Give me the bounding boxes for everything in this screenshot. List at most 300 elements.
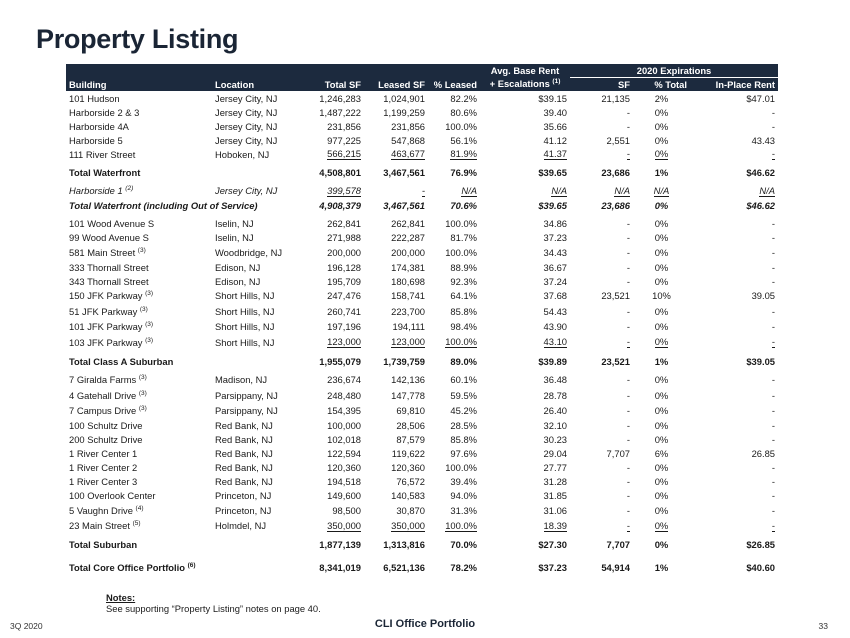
cell-location — [212, 518, 304, 534]
cell-building-text: Harborside 4A — [69, 120, 129, 132]
cell-avg-rent — [480, 119, 570, 133]
cell-exp-sf — [570, 274, 633, 288]
header-spacer — [66, 64, 212, 77]
cell-leased-sf — [364, 274, 428, 288]
cell-exp-pct-text: N/A — [653, 184, 670, 196]
cell-location-text: Jersey City, NJ — [215, 134, 278, 146]
cell-leased-sf-text: 140,583 — [391, 490, 425, 501]
cell-avg-rent-text: $39.65 — [538, 200, 567, 211]
cell-exp-sf — [570, 447, 633, 461]
cell-exp-pct — [633, 461, 690, 475]
cell-exp-sf-text: - — [626, 490, 630, 501]
cell-leased-sf-text: 174,381 — [391, 261, 425, 273]
cell-exp-pct-text: 0% — [654, 374, 669, 386]
cell-exp-pct-text: 10% — [652, 290, 671, 302]
cell-in-place-rent — [690, 165, 778, 179]
cell-building — [66, 433, 212, 447]
cell-building — [66, 319, 212, 335]
cell-exp-sf — [570, 475, 633, 489]
cell-in-place-rent-text: 26.85 — [751, 448, 776, 459]
cell-exp-sf-text: 54,914 — [601, 561, 630, 573]
cell-total-sf-text: 200,000 — [327, 246, 361, 258]
cell-exp-pct — [633, 133, 690, 147]
cell-pct-leased — [428, 335, 480, 351]
cell-total-sf-text: 247,476 — [327, 290, 361, 302]
cell-exp-sf-text: - — [626, 476, 630, 487]
cell-building-text: Total Waterfront (including Out of Service) — [69, 200, 258, 211]
cell-total-sf — [304, 274, 364, 288]
cell-avg-rent-text: $37.23 — [538, 561, 567, 573]
table-header — [66, 64, 778, 91]
cell-leased-sf — [364, 354, 428, 368]
cell-avg-rent-text: $39.65 — [538, 166, 567, 178]
cell-building-text: 150 JFK Parkway — [69, 290, 143, 302]
cell-in-place-rent-text: - — [771, 246, 776, 258]
cell-leased-sf — [364, 217, 428, 231]
cell-leased-sf — [364, 245, 428, 261]
cell-pct-leased — [428, 372, 480, 388]
cell-exp-sf-text: - — [626, 305, 630, 317]
cell-total-sf — [304, 133, 364, 147]
cell-in-place-rent-text: - — [771, 321, 776, 333]
cell-total-sf-text: 154,395 — [327, 405, 361, 417]
cell-avg-rent — [480, 165, 570, 179]
cell-building-text: 101 Hudson — [69, 92, 120, 104]
cell-leased-sf-text: 1,199,259 — [383, 106, 425, 118]
cell-in-place-rent — [690, 260, 778, 274]
cell-building — [66, 288, 212, 304]
cell-location-text: Short Hills, NJ — [215, 305, 275, 317]
cell-avg-rent-text: $39.15 — [538, 92, 567, 104]
cell-exp-sf — [570, 419, 633, 433]
cell-building — [66, 388, 212, 404]
header-in-place-rent: In-Place Rent — [690, 77, 778, 91]
cell-exp-pct — [633, 165, 690, 179]
cell-in-place-rent — [690, 354, 778, 368]
cell-total-sf-text: 231,856 — [327, 120, 361, 132]
cell-location — [212, 133, 304, 147]
cell-leased-sf-text: 6,521,136 — [383, 561, 425, 573]
total-row — [66, 560, 778, 576]
cell-pct-leased-text: 76.9% — [450, 166, 477, 178]
cell-avg-rent-text: 37.24 — [543, 275, 567, 287]
cell-pct-leased — [428, 461, 480, 475]
header-building: Building — [66, 77, 212, 91]
cell-building-text: 581 Main Street — [69, 246, 136, 258]
notes-heading: Notes: — [106, 592, 136, 603]
cell-building-text: 200 Schultz Drive — [69, 434, 143, 445]
cell-in-place-rent — [690, 91, 778, 105]
cell-exp-sf-text: - — [626, 321, 630, 333]
cell-avg-rent-text: 37.23 — [543, 232, 567, 243]
cell-exp-sf — [570, 319, 633, 335]
page-title: Property Listing — [36, 24, 239, 54]
cell-location-text: Parsippany, NJ — [215, 389, 278, 401]
cell-building-text: 103 JFK Parkway — [69, 336, 143, 348]
cell-pct-leased — [428, 560, 480, 576]
cell-in-place-rent-text: - — [771, 218, 776, 229]
cell-avg-rent — [480, 288, 570, 304]
cell-location-text: Princeton, NJ — [215, 504, 272, 516]
cell-total-sf-text: 1,246,283 — [319, 92, 361, 104]
cell-total-sf-text: 271,988 — [327, 232, 361, 243]
cell-total-sf-text: 248,480 — [327, 389, 361, 401]
cell-avg-rent — [480, 217, 570, 231]
cell-in-place-rent — [690, 372, 778, 388]
cell-pct-leased — [428, 288, 480, 304]
cell-total-sf — [304, 433, 364, 447]
cell-leased-sf-text: 3,467,561 — [383, 166, 425, 178]
cell-pct-leased-text: 97.6% — [450, 448, 477, 459]
cell-pct-leased — [428, 105, 480, 119]
cell-leased-sf — [364, 447, 428, 461]
cell-exp-pct-text: 0% — [654, 218, 669, 229]
cell-exp-pct-text: 0% — [654, 305, 669, 317]
cell-total-sf — [304, 475, 364, 489]
cell-avg-rent — [480, 489, 570, 503]
footnote-marker: (3) — [137, 246, 146, 254]
cell-leased-sf-text: 1,739,759 — [383, 355, 425, 367]
cell-exp-sf-text: - — [626, 148, 630, 159]
cell-exp-pct-text: 0% — [654, 106, 669, 118]
cell-in-place-rent-text: - — [771, 462, 776, 473]
cell-building — [66, 461, 212, 475]
cell-pct-leased-text: 98.4% — [450, 321, 477, 333]
cell-in-place-rent-text: $26.85 — [746, 539, 776, 550]
footnote-marker: (3) — [138, 389, 147, 397]
cell-in-place-rent — [690, 304, 778, 320]
cell-avg-rent-text: 41.12 — [543, 134, 567, 146]
cell-pct-leased — [428, 447, 480, 461]
cell-avg-rent-text: 31.28 — [543, 476, 567, 487]
table-row — [66, 260, 778, 274]
cell-pct-leased — [428, 260, 480, 274]
cell-location-text: Short Hills, NJ — [215, 321, 275, 333]
cell-in-place-rent — [690, 183, 778, 199]
cell-leased-sf — [364, 288, 428, 304]
footnote-marker: (3) — [138, 405, 147, 413]
cell-in-place-rent-text: - — [771, 275, 776, 287]
cell-in-place-rent-text: - — [771, 374, 776, 386]
cell-total-sf-text: 399,578 — [327, 184, 361, 196]
cell-leased-sf-text: 147,778 — [391, 389, 425, 401]
cell-pct-leased-text: 85.8% — [450, 434, 477, 445]
cell-exp-sf-text: 23,686 — [601, 200, 630, 211]
cell-avg-rent-text: 36.48 — [543, 374, 567, 386]
cell-location — [212, 447, 304, 461]
cell-building — [66, 217, 212, 231]
cell-avg-rent — [480, 503, 570, 519]
cell-location-text: Jersey City, NJ — [215, 185, 278, 197]
cell-leased-sf-text: 3,467,561 — [383, 200, 425, 211]
cell-total-sf — [304, 503, 364, 519]
cell-location-text: Madison, NJ — [215, 374, 268, 386]
cell-leased-sf — [364, 147, 428, 161]
cell-total-sf — [304, 447, 364, 461]
cell-pct-leased-text: 59.5% — [450, 389, 477, 401]
table-row — [66, 304, 778, 320]
cell-avg-rent — [480, 183, 570, 199]
cell-exp-sf-text: 7,707 — [606, 448, 630, 459]
cell-location-text: Short Hills, NJ — [215, 336, 275, 348]
cell-in-place-rent-text: 39.05 — [751, 290, 776, 302]
footnote-marker: (3) — [138, 374, 147, 382]
cell-in-place-rent-text: 43.43 — [751, 134, 776, 146]
cell-building — [66, 147, 212, 161]
cell-exp-sf-text: - — [626, 389, 630, 401]
cell-avg-rent-text: $27.30 — [538, 539, 567, 550]
cell-pct-leased-text: 70.0% — [450, 539, 477, 550]
cell-avg-rent — [480, 133, 570, 147]
cell-exp-pct-text: 0% — [654, 200, 669, 211]
cell-exp-sf — [570, 260, 633, 274]
footnote-marker: (2) — [125, 185, 134, 193]
cell-leased-sf — [364, 335, 428, 351]
cell-pct-leased-text: 81.7% — [450, 232, 477, 243]
cell-in-place-rent-text: - — [771, 519, 776, 531]
property-table-container — [66, 64, 778, 575]
cell-pct-leased — [428, 403, 480, 419]
cell-in-place-rent — [690, 133, 778, 147]
cell-exp-pct-text: 0% — [654, 462, 669, 473]
cell-exp-sf-text: 23,521 — [601, 290, 630, 302]
cell-exp-sf — [570, 304, 633, 320]
cell-location — [212, 288, 304, 304]
cell-location — [212, 461, 304, 475]
cell-total-sf — [304, 199, 364, 213]
cell-avg-rent — [480, 388, 570, 404]
cell-exp-sf — [570, 538, 633, 552]
cell-in-place-rent-text: $39.05 — [746, 355, 776, 367]
cell-exp-sf-text: - — [626, 374, 630, 386]
cell-leased-sf-text: 180,698 — [391, 275, 425, 287]
cell-avg-rent — [480, 433, 570, 447]
footnote-marker: (6) — [187, 561, 196, 569]
cell-building-text: 51 JFK Parkway — [69, 305, 138, 317]
cell-pct-leased-text: 82.2% — [450, 92, 477, 104]
cell-exp-pct-text: 0% — [654, 476, 669, 487]
cell-building-text: Harborside 1 — [69, 185, 123, 197]
cell-exp-pct-text: 1% — [654, 561, 669, 573]
cell-building — [66, 538, 212, 552]
cell-building — [66, 91, 212, 105]
cell-exp-sf — [570, 245, 633, 261]
table-row — [66, 217, 778, 231]
cell-exp-pct — [633, 231, 690, 245]
cell-in-place-rent — [690, 419, 778, 433]
cell-avg-rent-text: N/A — [551, 184, 567, 196]
cell-building — [66, 260, 212, 274]
cell-exp-pct-text: 0% — [654, 539, 669, 550]
cell-location — [212, 403, 304, 419]
cell-building-text: Total Class A Suburban — [69, 355, 174, 367]
cell-location-text: Jersey City, NJ — [215, 106, 278, 118]
table-row — [66, 489, 778, 503]
cell-building-text: 100 Overlook Center — [69, 490, 156, 501]
cell-building — [66, 403, 212, 419]
cell-avg-rent — [480, 274, 570, 288]
cell-total-sf — [304, 217, 364, 231]
cell-location-text: Jersey City, NJ — [215, 120, 278, 132]
cell-exp-pct-text: 0% — [654, 148, 669, 159]
cell-total-sf — [304, 388, 364, 404]
header-location: Location — [212, 77, 304, 91]
header-total-sf: Total SF — [304, 77, 364, 91]
footnote-marker: (4) — [135, 504, 144, 512]
table-row — [66, 274, 778, 288]
cell-leased-sf-text: 28,506 — [396, 420, 425, 431]
cell-building-text: Harborside 2 & 3 — [69, 106, 140, 118]
cell-exp-sf-text: - — [626, 462, 630, 473]
total-row — [66, 354, 778, 368]
cell-leased-sf-text: 123,000 — [391, 336, 425, 348]
cell-location-text: Woodbridge, NJ — [215, 246, 283, 258]
cell-leased-sf — [364, 461, 428, 475]
table-row — [66, 335, 778, 351]
cell-pct-leased — [428, 274, 480, 288]
table-row — [66, 133, 778, 147]
cell-leased-sf-text: 194,111 — [392, 321, 425, 333]
cell-total-sf-text: 102,018 — [327, 434, 361, 445]
cell-avg-rent — [480, 304, 570, 320]
cell-location — [212, 231, 304, 245]
table-row — [66, 447, 778, 461]
cell-pct-leased-text: 60.1% — [450, 374, 477, 386]
cell-total-sf — [304, 354, 364, 368]
cell-exp-pct — [633, 304, 690, 320]
cell-location — [212, 503, 304, 519]
cell-exp-pct — [633, 147, 690, 161]
footnote-marker: (3) — [145, 321, 154, 329]
cell-building — [66, 119, 212, 133]
cell-avg-rent — [480, 475, 570, 489]
cell-building-text: 1 River Center 1 — [69, 448, 138, 459]
cell-in-place-rent-text: - — [771, 434, 776, 445]
cell-exp-pct — [633, 319, 690, 335]
cell-pct-leased-text: 39.4% — [450, 476, 477, 487]
cell-pct-leased-text: 85.8% — [450, 305, 477, 317]
cell-pct-leased — [428, 419, 480, 433]
cell-leased-sf-text: 87,579 — [396, 434, 425, 445]
cell-total-sf — [304, 372, 364, 388]
cell-pct-leased-text: N/A — [461, 184, 477, 196]
cell-exp-sf — [570, 199, 633, 213]
cell-location — [212, 319, 304, 335]
cell-exp-pct-text: 0% — [654, 134, 669, 146]
cell-pct-leased — [428, 433, 480, 447]
table-row — [66, 147, 778, 161]
cell-leased-sf-text: 158,741 — [391, 290, 425, 302]
cell-building — [66, 183, 212, 199]
cell-exp-sf — [570, 91, 633, 105]
cell-location — [212, 475, 304, 489]
header-leased-sf: Leased SF — [364, 77, 428, 91]
table-row — [66, 245, 778, 261]
cell-pct-leased — [428, 133, 480, 147]
cell-building — [66, 304, 212, 320]
table-row — [66, 231, 778, 245]
cell-location — [212, 489, 304, 503]
cell-in-place-rent — [690, 119, 778, 133]
cell-total-sf-text: 149,600 — [327, 490, 361, 501]
cell-avg-rent — [480, 447, 570, 461]
cell-pct-leased — [428, 147, 480, 161]
cell-exp-sf-text: 2,551 — [606, 134, 630, 146]
cell-pct-leased — [428, 388, 480, 404]
cell-exp-pct-text: 0% — [654, 420, 669, 431]
cell-total-sf-text: 195,709 — [327, 275, 361, 287]
cell-exp-pct — [633, 91, 690, 105]
cell-pct-leased — [428, 475, 480, 489]
table-row — [66, 319, 778, 335]
cell-exp-sf-text: - — [626, 405, 630, 417]
header-spacer — [428, 64, 480, 77]
cell-in-place-rent-text: $47.01 — [746, 92, 776, 104]
cell-in-place-rent — [690, 319, 778, 335]
cell-total-sf — [304, 119, 364, 133]
cell-total-sf-text: 197,196 — [327, 321, 361, 333]
cell-leased-sf-text: 200,000 — [391, 246, 425, 258]
cell-leased-sf — [364, 475, 428, 489]
cell-leased-sf-text: 1,313,816 — [383, 539, 425, 550]
cell-pct-leased-text: 80.6% — [450, 106, 477, 118]
cell-location — [212, 183, 304, 199]
cell-location — [212, 217, 304, 231]
table-row — [66, 475, 778, 489]
table-body — [66, 91, 778, 575]
cell-building-text: 1 River Center 2 — [69, 462, 138, 473]
cell-building — [66, 231, 212, 245]
cell-pct-leased — [428, 183, 480, 199]
total-row — [66, 165, 778, 179]
cell-leased-sf — [364, 119, 428, 133]
cell-avg-rent — [480, 461, 570, 475]
page-number: 33 — [818, 621, 828, 631]
cell-total-sf — [304, 419, 364, 433]
cell-avg-rent — [480, 538, 570, 552]
property-table — [66, 64, 778, 575]
cell-avg-rent-text: 36.67 — [543, 261, 567, 273]
cell-in-place-rent-text: - — [771, 389, 776, 401]
cell-in-place-rent — [690, 335, 778, 351]
cell-leased-sf-text: 120,360 — [391, 462, 425, 473]
cell-leased-sf-text: 30,870 — [396, 504, 425, 516]
cell-total-sf-text: 194,518 — [327, 476, 361, 487]
cell-exp-pct — [633, 183, 690, 199]
cell-exp-sf — [570, 354, 633, 368]
cell-exp-pct-text: 0% — [654, 504, 669, 516]
cell-leased-sf — [364, 133, 428, 147]
cell-in-place-rent-text: - — [771, 305, 776, 317]
cell-avg-rent-text: 39.40 — [543, 106, 567, 118]
cell-exp-sf — [570, 433, 633, 447]
cell-pct-leased — [428, 354, 480, 368]
cell-exp-pct — [633, 403, 690, 419]
cell-avg-rent — [480, 354, 570, 368]
cell-avg-rent-text: 30.23 — [543, 434, 567, 445]
cell-leased-sf — [364, 433, 428, 447]
cell-pct-leased — [428, 245, 480, 261]
cell-exp-sf-text: 23,521 — [601, 355, 630, 367]
cell-pct-leased-text: 31.3% — [450, 504, 477, 516]
footnote-marker: (3) — [145, 290, 154, 298]
table-row — [66, 183, 778, 199]
cell-location-text: Iselin, NJ — [215, 232, 254, 243]
cell-location — [212, 433, 304, 447]
cell-avg-rent — [480, 91, 570, 105]
cell-exp-pct — [633, 419, 690, 433]
cell-avg-rent — [480, 147, 570, 161]
